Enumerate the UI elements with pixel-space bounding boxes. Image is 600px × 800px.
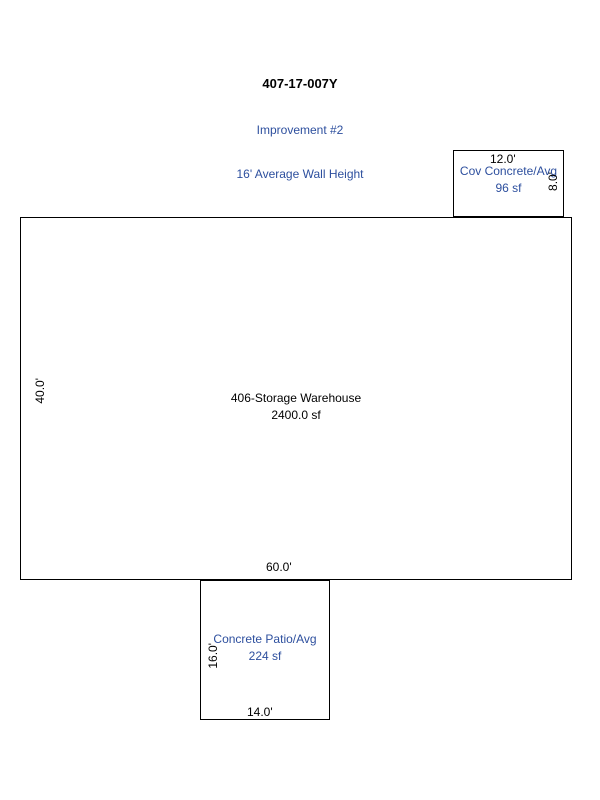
shape-area-main-building: 2400.0 sf [271, 408, 321, 422]
shape-name-cov-concrete: Cov Concrete/Avg [459, 164, 558, 178]
shape-name-main-building: 406-Storage Warehouse [230, 391, 362, 405]
dimension-main-building-width: 60.0' [266, 560, 292, 574]
shape-label-main-building [21, 390, 571, 424]
shape-label-concrete-patio [201, 631, 329, 665]
shape-name-concrete-patio: Concrete Patio/Avg [213, 632, 317, 646]
dimension-concrete-patio-width: 14.0' [247, 705, 273, 719]
improvement-label: Improvement #2 [256, 123, 344, 137]
dimension-cov-concrete-width: 12.0' [490, 152, 516, 166]
dimension-concrete-patio-height: 16.0' [206, 643, 220, 669]
shape-area-cov-concrete: 96 sf [495, 181, 522, 195]
page-title: 407-17-007Y [262, 76, 338, 91]
shape-main-building[interactable] [20, 217, 572, 580]
shape-area-concrete-patio: 224 sf [248, 649, 282, 663]
wall-height-label: 16' Average Wall Height [236, 167, 364, 181]
dimension-main-building-height: 40.0' [33, 378, 47, 404]
dimension-cov-concrete-height: 8.0' [546, 172, 560, 191]
